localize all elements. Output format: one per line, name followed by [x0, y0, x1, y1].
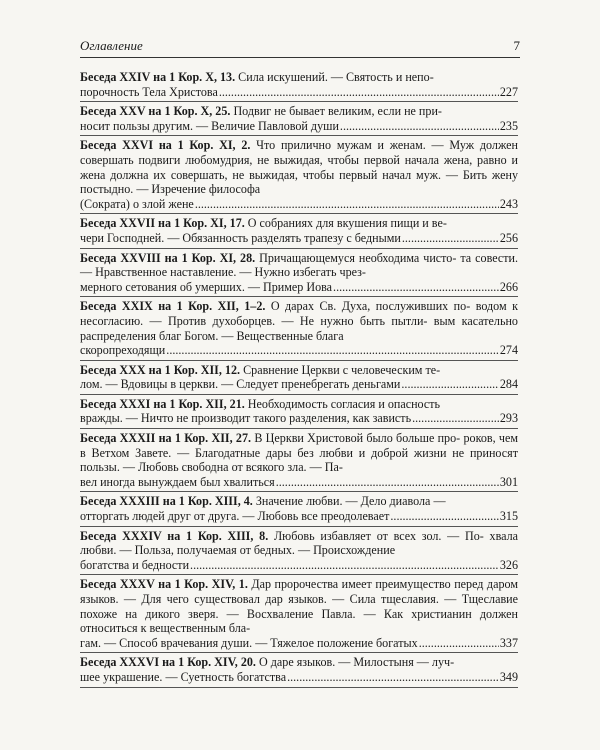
toc-entry-heading: Беседа XXX на 1 Кор. XII, 12.: [80, 362, 241, 377]
dot-leader: [276, 475, 499, 490]
dot-leader: [412, 411, 499, 426]
toc-entry-body: [80, 251, 518, 280]
toc-entry-body: [80, 655, 518, 670]
toc-entry-page[interactable]: 256: [499, 230, 518, 245]
toc-entry-page[interactable]: 293: [499, 411, 518, 426]
toc-entry-last-text: богатства и бедности: [80, 557, 190, 572]
toc-entry-page[interactable]: 235: [499, 118, 518, 133]
toc-entry-text: О дарах Св. Духа, послуживших по-: [270, 299, 471, 314]
toc-entry-last-text: гам. — Способ врачевания души. — Тяжелое положение богатых: [80, 635, 418, 650]
toc-entry-last-line: [80, 377, 518, 392]
toc-entry-body: [80, 104, 518, 119]
toc-entry-page[interactable]: 349: [499, 669, 518, 684]
toc-entry-body: [80, 397, 518, 412]
toc-entry-page[interactable]: 315: [499, 509, 518, 524]
toc-entry-last-line: [80, 411, 518, 426]
dot-leader: [333, 280, 499, 295]
dot-leader: [166, 343, 499, 358]
toc-entry-text: Любовь избавляет от всех зол. — По-: [273, 528, 484, 543]
toc-entry-body: [80, 70, 518, 85]
toc-entry[interactable]: [80, 136, 518, 214]
toc-entry[interactable]: [80, 653, 518, 687]
toc-entry-page[interactable]: 337: [499, 635, 518, 650]
toc-entry-last-line: [80, 343, 518, 358]
toc-entry-text: Сравнение Церкви с человеческим те-: [243, 362, 441, 377]
toc-entry-last-text: (Сократа) о злой жене: [80, 196, 194, 211]
toc-entry-heading: Беседа XXXVI на 1 Кор. XIV, 20.: [80, 655, 256, 670]
toc-entry[interactable]: [80, 214, 518, 248]
toc-entry-text: перед даром языков. — Для чего существовал дар языков. — Сила: [80, 577, 518, 606]
toc-entry-last-text: отторгать людей друг от друга. — Любовь все преодолевает: [80, 509, 390, 524]
toc-entry-last-text: чери Господней. — Обязанность разделять трапезу с бедными: [80, 230, 401, 245]
toc-entry-text: вым касательно распределения благ Богом. — Вещественные блага: [80, 313, 518, 343]
toc-entry-text: Дар пророчества имеет преимущество: [251, 577, 451, 592]
toc-entry-heading: Беседа XXVIII на 1 Кор. XI, 28.: [80, 250, 256, 265]
toc-entry-last-text: носит пользы другим. — Величие Павловой души: [80, 118, 339, 133]
toc-entry-text: водом к несогласию. — Против духоборцев. — Не нужно быть пытли-: [80, 299, 518, 328]
toc-entry-text: Подвиг не бывает великим, если не при-: [233, 104, 442, 119]
toc-entry[interactable]: [80, 102, 518, 136]
toc-entry-body: [80, 363, 518, 378]
toc-entry-heading: Беседа XXXII на 1 Кор. XII, 27.: [80, 431, 252, 446]
page-number: 7: [513, 38, 520, 53]
toc-entry-heading: Беседа XXVII на 1 Кор. XI, 17.: [80, 216, 245, 231]
toc-entry-last-text: мерного сетования об умерших. — Пример Иова: [80, 279, 333, 294]
toc-entry-page[interactable]: 301: [499, 474, 518, 489]
toc-entry-last-line: [80, 231, 518, 246]
toc-entry-text: Что прилично мужам и женам. — Муж: [256, 138, 475, 153]
dot-leader: [401, 377, 498, 392]
toc-entry-body: [80, 577, 518, 635]
toc-entry-last-line: [80, 670, 518, 685]
toc-entry-page[interactable]: 243: [499, 196, 518, 211]
toc-entry-heading: Беседа XXIX на 1 Кор. XII, 1–2.: [80, 299, 266, 314]
table-of-contents: [80, 68, 518, 688]
toc-entry-body: [80, 216, 518, 231]
toc-entry-last-text: порочность Тела Христова: [80, 84, 218, 99]
toc-entry-heading: Беседа XXV на 1 Кор. X, 25.: [80, 104, 231, 119]
toc-entry-page[interactable]: 326: [499, 557, 518, 572]
toc-entry-last-line: [80, 636, 518, 651]
dot-leader: [219, 85, 499, 100]
toc-entry-page[interactable]: 227: [499, 84, 518, 99]
toc-entry-text: Значение любви. — Дело диавола —: [255, 494, 446, 509]
dot-leader: [190, 558, 499, 573]
toc-entry-text: Сила искушений. — Святость и непо-: [238, 70, 434, 84]
toc-entry-last-line: [80, 509, 518, 524]
dot-leader: [419, 636, 499, 651]
toc-entry-body: [80, 529, 518, 558]
toc-entry-text: хвала любви. — Польза, получаемая от бедных. — Происхождение: [80, 528, 519, 558]
dot-leader: [390, 509, 498, 524]
toc-entry-last-text: шее украшение. — Суетность богатства: [80, 669, 287, 684]
toc-entry-heading: Беседа XXXV на 1 Кор. XIV, 1.: [80, 577, 248, 592]
toc-entry[interactable]: [80, 492, 518, 526]
toc-entry[interactable]: [80, 68, 518, 102]
toc-entry-text: О собраниях для вкушения пищи и ве-: [247, 216, 447, 231]
toc-entry-text: Необходимость согласия и опасность: [247, 396, 441, 411]
toc-entry-text: роков, чем в Ветхом Завете. — Благодатные дары без любви и доброй: [80, 431, 519, 460]
dot-leader: [195, 197, 499, 212]
toc-entry-heading: Беседа XXVI на 1 Кор. XI, 2.: [80, 138, 251, 153]
toc-entry-text: жизни не приносят пользы. — Любовь свободна от всякого зла. — Па-: [80, 445, 518, 475]
toc-entry-heading: Беседа XXIV на 1 Кор. X, 13.: [80, 70, 236, 84]
header-title: Оглавление: [80, 38, 143, 53]
toc-entry-last-text: вел иногда вынуждаем был хвалиться: [80, 474, 275, 489]
toc-entry-text: та совести. — Нравственное наставление. — Нужно избегать чрез-: [80, 250, 519, 280]
toc-entry-text: первый начал муж. — Бить жену постыдно. — Изречение философа: [80, 167, 518, 197]
toc-entry-body: [80, 431, 518, 475]
toc-entry-last-line: [80, 119, 518, 134]
toc-entry-last-line: [80, 280, 518, 295]
toc-entry-text: начала жена, равно и жена должна их совершать, не выжидая, чтобы: [80, 152, 518, 182]
toc-entry-body: [80, 138, 518, 196]
toc-entry-heading: Беседа XXXIV на 1 Кор. XIII, 8.: [80, 528, 269, 543]
dot-leader: [402, 231, 499, 246]
toc-entry-page[interactable]: 274: [499, 343, 518, 358]
toc-entry-last-text: лом. — Вдовицы в церкви. — Следует пренебрегать деньгами: [80, 377, 401, 392]
dot-leader: [340, 119, 499, 134]
toc-entry[interactable]: [80, 429, 518, 492]
toc-entry[interactable]: [80, 249, 518, 298]
dot-leader: [287, 670, 499, 685]
toc-entry[interactable]: [80, 361, 518, 395]
toc-entry-last-line: [80, 85, 518, 100]
toc-entry-text: В Церкви Христовой было больше про-: [254, 431, 461, 446]
toc-entry-body: [80, 494, 518, 509]
toc-entry-page[interactable]: 284: [499, 377, 518, 392]
toc-entry-text: Причащающемуся необходима чисто-: [259, 250, 457, 265]
toc-entry-text: тщеславия. — Тщеславие похоже на дикого зверя. — Восхваление: [80, 592, 518, 621]
toc-entry[interactable]: [80, 297, 518, 360]
toc-entry-text: О даре языков. — Милостыня — луч-: [259, 655, 455, 670]
toc-entry-last-line: [80, 558, 518, 573]
toc-entry-text: должен совершать подвиги любомудрия, не выжидая, чтобы первой: [80, 138, 518, 167]
toc-entry-text: Павла. — Как христианин должен относиться к вещественным бла-: [80, 606, 518, 636]
toc-entry[interactable]: [80, 395, 518, 429]
toc-entry[interactable]: [80, 527, 518, 576]
toc-entry-last-line: [80, 197, 518, 212]
running-header: [80, 38, 520, 54]
toc-entry-last-text: вражды. — Ничто не производит такого разделения, как зависть: [80, 411, 412, 426]
toc-entry-last-text: скоропреходящи: [80, 343, 166, 358]
header-rule: [80, 57, 520, 58]
toc-entry-heading: Беседа XXXIII на 1 Кор. XIII, 4.: [80, 494, 253, 509]
toc-entry-page[interactable]: 266: [499, 279, 518, 294]
toc-entry-last-line: [80, 475, 518, 490]
toc-entry-body: [80, 299, 518, 343]
toc-entry[interactable]: [80, 575, 518, 653]
toc-entry-heading: Беседа XXXI на 1 Кор. XII, 21.: [80, 396, 245, 411]
